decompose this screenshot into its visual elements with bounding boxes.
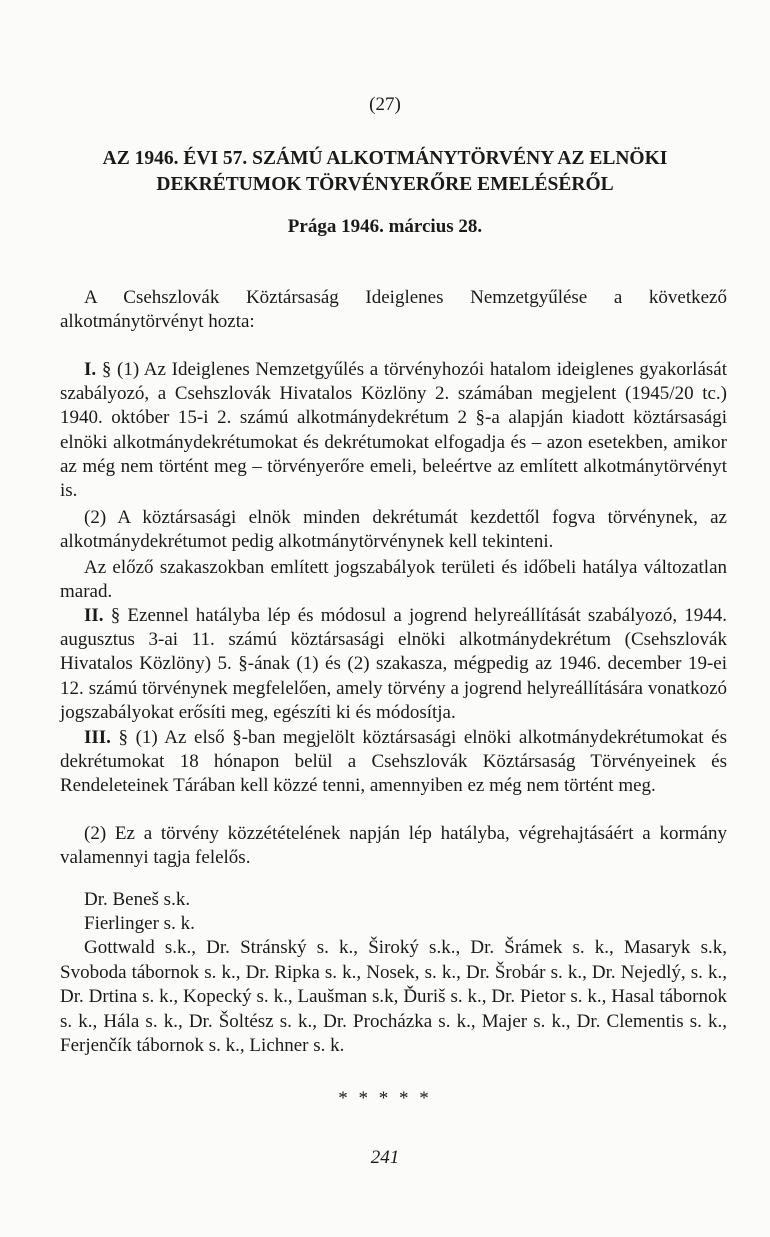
section-number: II.	[84, 605, 104, 626]
separator: * * * * *	[338, 1088, 432, 1109]
preamble: A Csehszlovák Köztársaság Ideiglenes Nemzetgyűlése a következő alkotmánytörvényt hozta:	[60, 287, 727, 333]
title-line-2: DEKRÉTUMOK TÖRVÉNYERŐRE EMELÉSÉRŐL	[156, 174, 614, 195]
section-number: I.	[84, 359, 97, 380]
page-number: 241	[370, 1147, 400, 1168]
section-text: § (1) Az Ideiglenes Nemzetgyűlés a törvényhozói hatalom ideiglenes gyakorlását szabályozó, a Csehszlovák Hivatalos Közlöny 2. számában megjelent (1945/20 tc.) 1940. október 15-i 2. számú alkotmánydekrétum 2 §-a alapján kiadott köztársasági elnöki alkotmánydekrétumokat és dekrétumokat elfogadja és – azon esetekben, amikor az még nem történt meg – törvényerőre emeli, beleértve az említett alkotmánytörvényt is.	[60, 359, 727, 502]
section-text: § (1) Az első §-ban megjelölt köztársasági elnöki alkotmánydekrétumokat és dekrétumokat 18 hónapon belül a Csehszlovák Köztársaság Törvényeinek és Rendeleteinek Tárában kell közzé tenni, amennyiben ez még nem történt meg.	[60, 727, 727, 797]
section-1-para-2	[60, 506, 727, 554]
section-number: III.	[84, 727, 111, 748]
section-text: (2) A köztársasági elnök minden dekrétumát kezdettől fogva törvénynek, az alkotmánydekrétumot pedig alkotmánytörvénynek kell tekinteni.	[60, 507, 727, 553]
ministers-signatures: Gottwald s.k., Dr. Stránský s. k., Široký s.k., Dr. Šrámek s. k., Masaryk s.k, Svoboda tábornok s. k., Dr. Ripka s. k., Nosek, s. k., Dr. Šrobár s. k., Dr. Nejedlý, s. k., Dr. Drtina s. k., Kopecký s. k., Laušman s.k, Ďuriš s. k., Dr. Pietor s. k., Hasal tábornok s. k., Hála s. k., Dr. Šoltész s. k., Dr. Procházka s. k., Majer s. k., Dr. Clementis s. k., Ferjenčík tábornok s. k., Lichner s. k.	[60, 937, 727, 1057]
section-2	[60, 604, 727, 725]
section-text: Az előző szakaszokban említett jogszabályok területi és időbeli hatálya változatlan marad.	[60, 557, 727, 603]
section-3-para-1	[60, 726, 727, 799]
document-title	[0, 146, 770, 198]
section-text: § Ezennel hatályba lép és módosul a jogrend helyreállítását szabályozó, 1944. augusztus 3-ai 11. számú köztársasági elnöki alkotmánydekrétum (Csehszlovák Hivatalos Közlöny) 5. §-ának (1) és (2) szakasza, mégpedig az 1946. december 19-ei 12. számú törvénynek megfelelően, amely törvény a jogrend helyreállítására vonatkozó jogszabályokat erősíti meg, egészíti ki és módosítja.	[60, 605, 728, 723]
place-date: Prága 1946. március 28.	[287, 216, 483, 237]
page-reference: (27)	[369, 94, 401, 115]
section-1-para-1	[60, 358, 727, 503]
section-text: (2) Ez a törvény közzétételének napján lép hatályba, végrehajtásáért a kormány valamennyi tagja felelős.	[60, 823, 727, 869]
signature-president: Dr. Beneš s.k.	[84, 889, 191, 910]
section-3-para-2	[60, 822, 727, 870]
section-1-para-3	[60, 556, 727, 604]
signature-prime-minister: Fierlinger s. k.	[84, 913, 195, 934]
title-line-1: AZ 1946. ÉVI 57. SZÁMÚ ALKOTMÁNYTÖRVÉNY AZ ELNÖKI	[102, 148, 668, 169]
